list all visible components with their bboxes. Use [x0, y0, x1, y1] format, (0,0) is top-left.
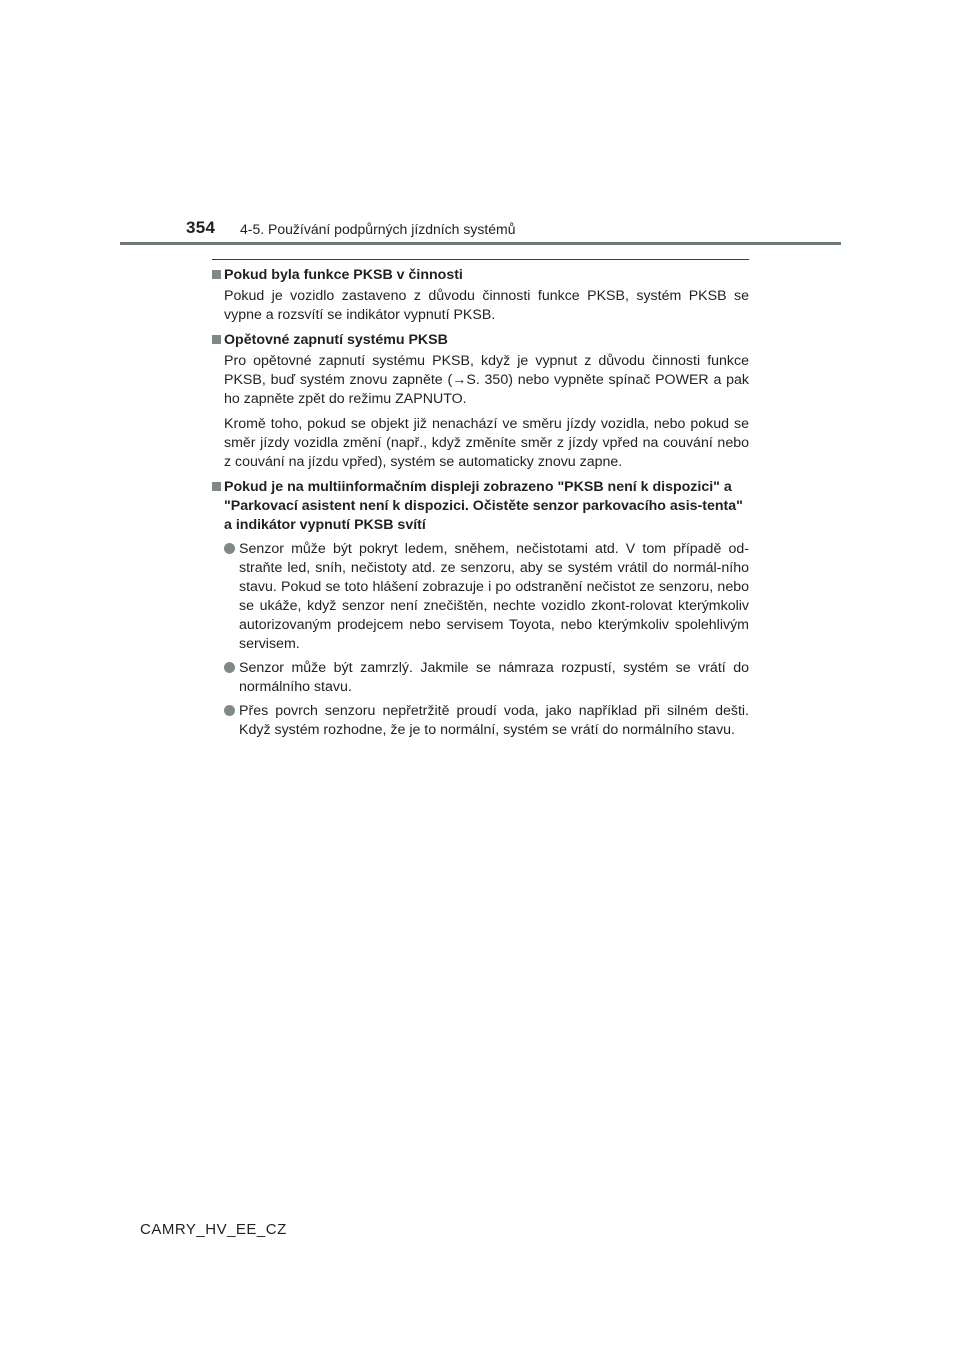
list-item-text: Přes povrch senzoru nepřetržitě proudí voda, jako například při silném dešti. Když systém rozhodne, že je to normální, systém se vrátí do normálního stavu.: [239, 703, 749, 738]
square-bullet-icon: [212, 482, 221, 491]
content-rule: [212, 259, 749, 260]
paragraph: Pro opětovné zapnutí systému PKSB, když je vypnut z důvodu činnosti funkce PKSB, buď systém znovu zapněte (→S. 350) nebo vypněte spínač POWER a pak ho zapněte zpět do režimu ZAPNUTO.: [224, 353, 749, 407]
paragraph: Pokud je vozidlo zastaveno z důvodu činnosti funkce PKSB, systém PKSB se vypne a rozsvítí se indikátor vypnutí PKSB.: [224, 288, 749, 323]
list-item-text: Senzor může být zamrzlý. Jakmile se námraza rozpustí, systém se vrátí do normálního stavu.: [239, 660, 749, 695]
section-heading: [212, 266, 749, 285]
square-bullet-icon: [212, 335, 221, 344]
page-number: 354: [186, 218, 216, 237]
list-item: [212, 540, 749, 654]
section-heading-text: Pokud je na multiinformačním displeji zobrazeno "PKSB není k dispozici" a "Parkovací asistent není k dispozici. Očistěte senzor parkovacího asis-tenta" a indikátor vypnutí PKSB svítí: [224, 479, 743, 533]
section-heading: [212, 331, 749, 350]
footer-document-code: CAMRY_HV_EE_CZ: [140, 1221, 287, 1238]
circle-bullet-icon: [224, 662, 235, 673]
section-heading-text: Pokud byla funkce PKSB v činnosti: [224, 267, 463, 283]
list-item: [212, 659, 749, 697]
list-item-text: Senzor může být pokryt ledem, sněhem, nečistotami atd. V tom případě od-straňte led, sníh, nečistoty atd. ze senzoru, aby se systém vrátil do normál-ního stavu. Pokud se toto hlášení zobrazuje i po odstranění nečistot ze senzoru, nebo se ukáže, když senzor není znečištěn, nechte vozidlo zkont-rolovat kterýmkoliv autorizovaným prodejcem nebo servisem Toyota, nebo kterýmkoliv spolehlivým servisem.: [239, 541, 749, 652]
section-title: 4-5. Používání podpůrných jízdních systémů: [240, 221, 516, 237]
section-heading: [212, 478, 749, 535]
section-2: [212, 331, 749, 472]
paragraph: Kromě toho, pokud se objekt již nenachází ve směru jízdy vozidla, nebo pokud se směr jízdy vozidla změní (např., když změníte směr z jízdy vpřed na couvání nebo z couvání na jízdu vpřed), systém se automaticky znovu zapne.: [224, 416, 749, 470]
section-3: [212, 478, 749, 740]
list-item: [212, 702, 749, 740]
section-1: [212, 266, 749, 325]
circle-bullet-icon: [224, 705, 235, 716]
section-heading-text: Opětovné zapnutí systému PKSB: [224, 332, 448, 348]
header-rule: [120, 242, 841, 245]
square-bullet-icon: [212, 270, 221, 279]
circle-bullet-icon: [224, 543, 235, 554]
content: [212, 266, 749, 740]
